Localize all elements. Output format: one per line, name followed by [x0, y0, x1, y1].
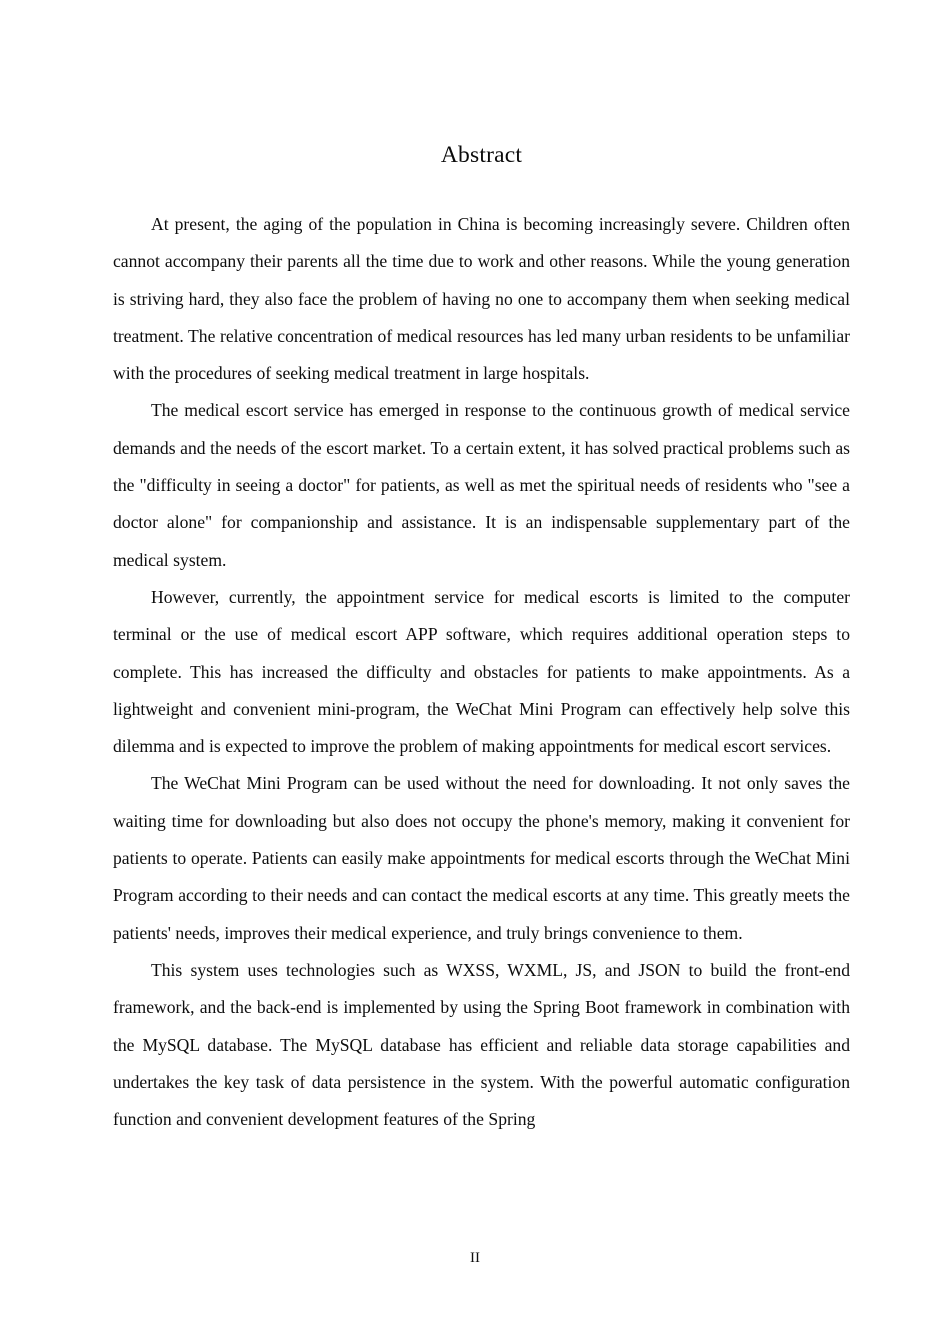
- paragraph: The WeChat Mini Program can be used without the need for downloading. It not only saves the waiting time for downloading but also does not occupy the phone's memory, making it convenient for patients to operate. Patients can easily make appointments for medical escorts through the WeChat Mini Program according to their needs and can contact the medical escorts at any time. This greatly meets the patients' needs, improves their medical experience, and truly brings convenience to them.: [113, 773, 850, 943]
- paragraph: However, currently, the appointment service for medical escorts is limited to the computer terminal or the use of medical escort APP software, which requires additional operation steps to complete. This has increased the difficulty and obstacles for patients to make appointments. As a lightweight and convenient mini-program, the WeChat Mini Program can effectively help solve this dilemma and is expected to improve the problem of making appointments for medical escort services.: [113, 586, 850, 757]
- page-number: II: [470, 1250, 480, 1266]
- page-title: Abstract: [440, 141, 523, 168]
- paragraph: The medical escort service has emerged in response to the continuous growth of medical service demands and the needs of the escort market. To a certain extent, it has solved practical problems such as the "difficulty in seeing a doctor" for patients, as well as met the spiritual needs of residents who "see a doctor alone" for companionship and assistance. It is an indispensable supplementary part of the medical system.: [113, 400, 850, 570]
- paragraph: At present, the aging of the population in China is becoming increasingly severe. Children often cannot accompany their parents all the time due to work and other reasons. While the young generation is striving hard, they also face the problem of having no one to accompany them when seeking medical treatment. The relative concentration of medical resources has led many urban residents to be unfamiliar with the procedures of seeking medical treatment in large hospitals.: [113, 214, 850, 384]
- paragraph: This system uses technologies such as WXSS, WXML, JS, and JSON to build the front-end framework, and the back-end is implemented by using the Spring Boot framework in combination with the MySQL database. The MySQL database has efficient and reliable data storage capabilities and undertakes the key task of data persistence in the system. With the powerful automatic configuration function and convenient development features of the Spring: [113, 959, 850, 1130]
- abstract-body: [113, 206, 850, 1138]
